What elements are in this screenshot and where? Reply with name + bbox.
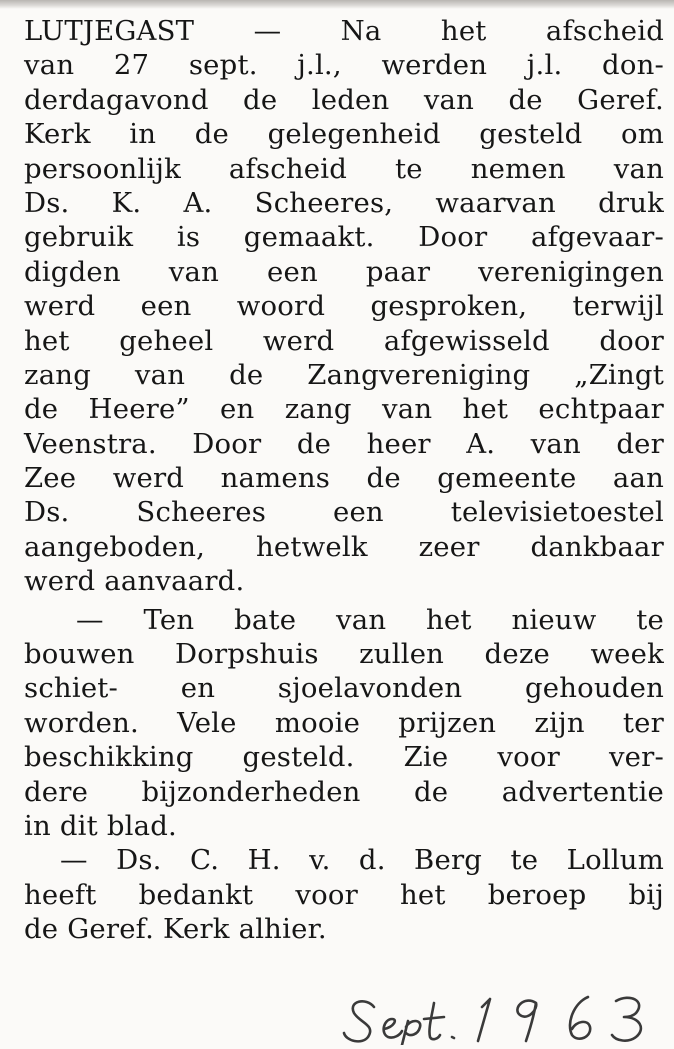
torn-top-edge — [0, 0, 674, 9]
article-body — [24, 14, 664, 947]
article-line: Ds. Scheeres een televisietoestel — [24, 496, 664, 529]
article-line: zang van de Zangvereniging „Zingt — [24, 358, 664, 391]
article-line: gebruik is gemaakt. Door afgevaar- — [24, 221, 664, 254]
article-line: — Ds. C. H. v. d. Berg te Lollum — [60, 844, 664, 877]
article-line: — Ten bate van het nieuw te — [76, 603, 664, 636]
article-line: werd een woord gesproken, terwijl — [24, 290, 664, 323]
article-line: Zee werd namens de gemeente aan — [24, 462, 664, 495]
article-line: de Heere” en zang van het echtpaar — [24, 393, 664, 426]
article-line: in dit blad. — [24, 809, 177, 842]
article-line: Veenstra. Door de heer A. van der — [24, 427, 664, 460]
article-line: persoonlijk afscheid te nemen van — [24, 152, 664, 185]
article-line: worden. Vele mooie prijzen zijn ter — [24, 706, 664, 739]
handwritten-date-signature — [340, 985, 660, 1045]
article-line: LUTJEGAST — Na het afscheid — [24, 15, 664, 47]
article-line: Ds. K. A. Scheeres, waarvan druk — [24, 186, 664, 219]
article-line: digden van een paar verenigingen — [24, 255, 664, 288]
article-line: werd aanvaard. — [24, 565, 245, 598]
article-line: dere bijzonderheden de advertentie — [24, 775, 664, 808]
article-line: van 27 sept. j.l., werden j.l. don- — [24, 49, 664, 82]
article-line: schiet- en sjoelavonden gehouden — [24, 672, 664, 705]
article-line: heeft bedankt voor het beroep bij — [24, 878, 664, 911]
article-line: het geheel werd afgewisseld door — [24, 324, 664, 357]
article-line: de Geref. Kerk alhier. — [24, 913, 327, 946]
article-line: bouwen Dorpshuis zullen deze week — [24, 638, 664, 671]
article-line: aangeboden, hetwelk zeer dankbaar — [24, 530, 664, 563]
article-line: derdagavond de leden van de Geref. — [24, 83, 664, 116]
handwritten-date — [340, 985, 660, 1045]
article-line: Kerk in de gelegenheid gesteld om — [24, 118, 664, 151]
article-line: beschikking gesteld. Zie voor ver- — [24, 741, 664, 774]
